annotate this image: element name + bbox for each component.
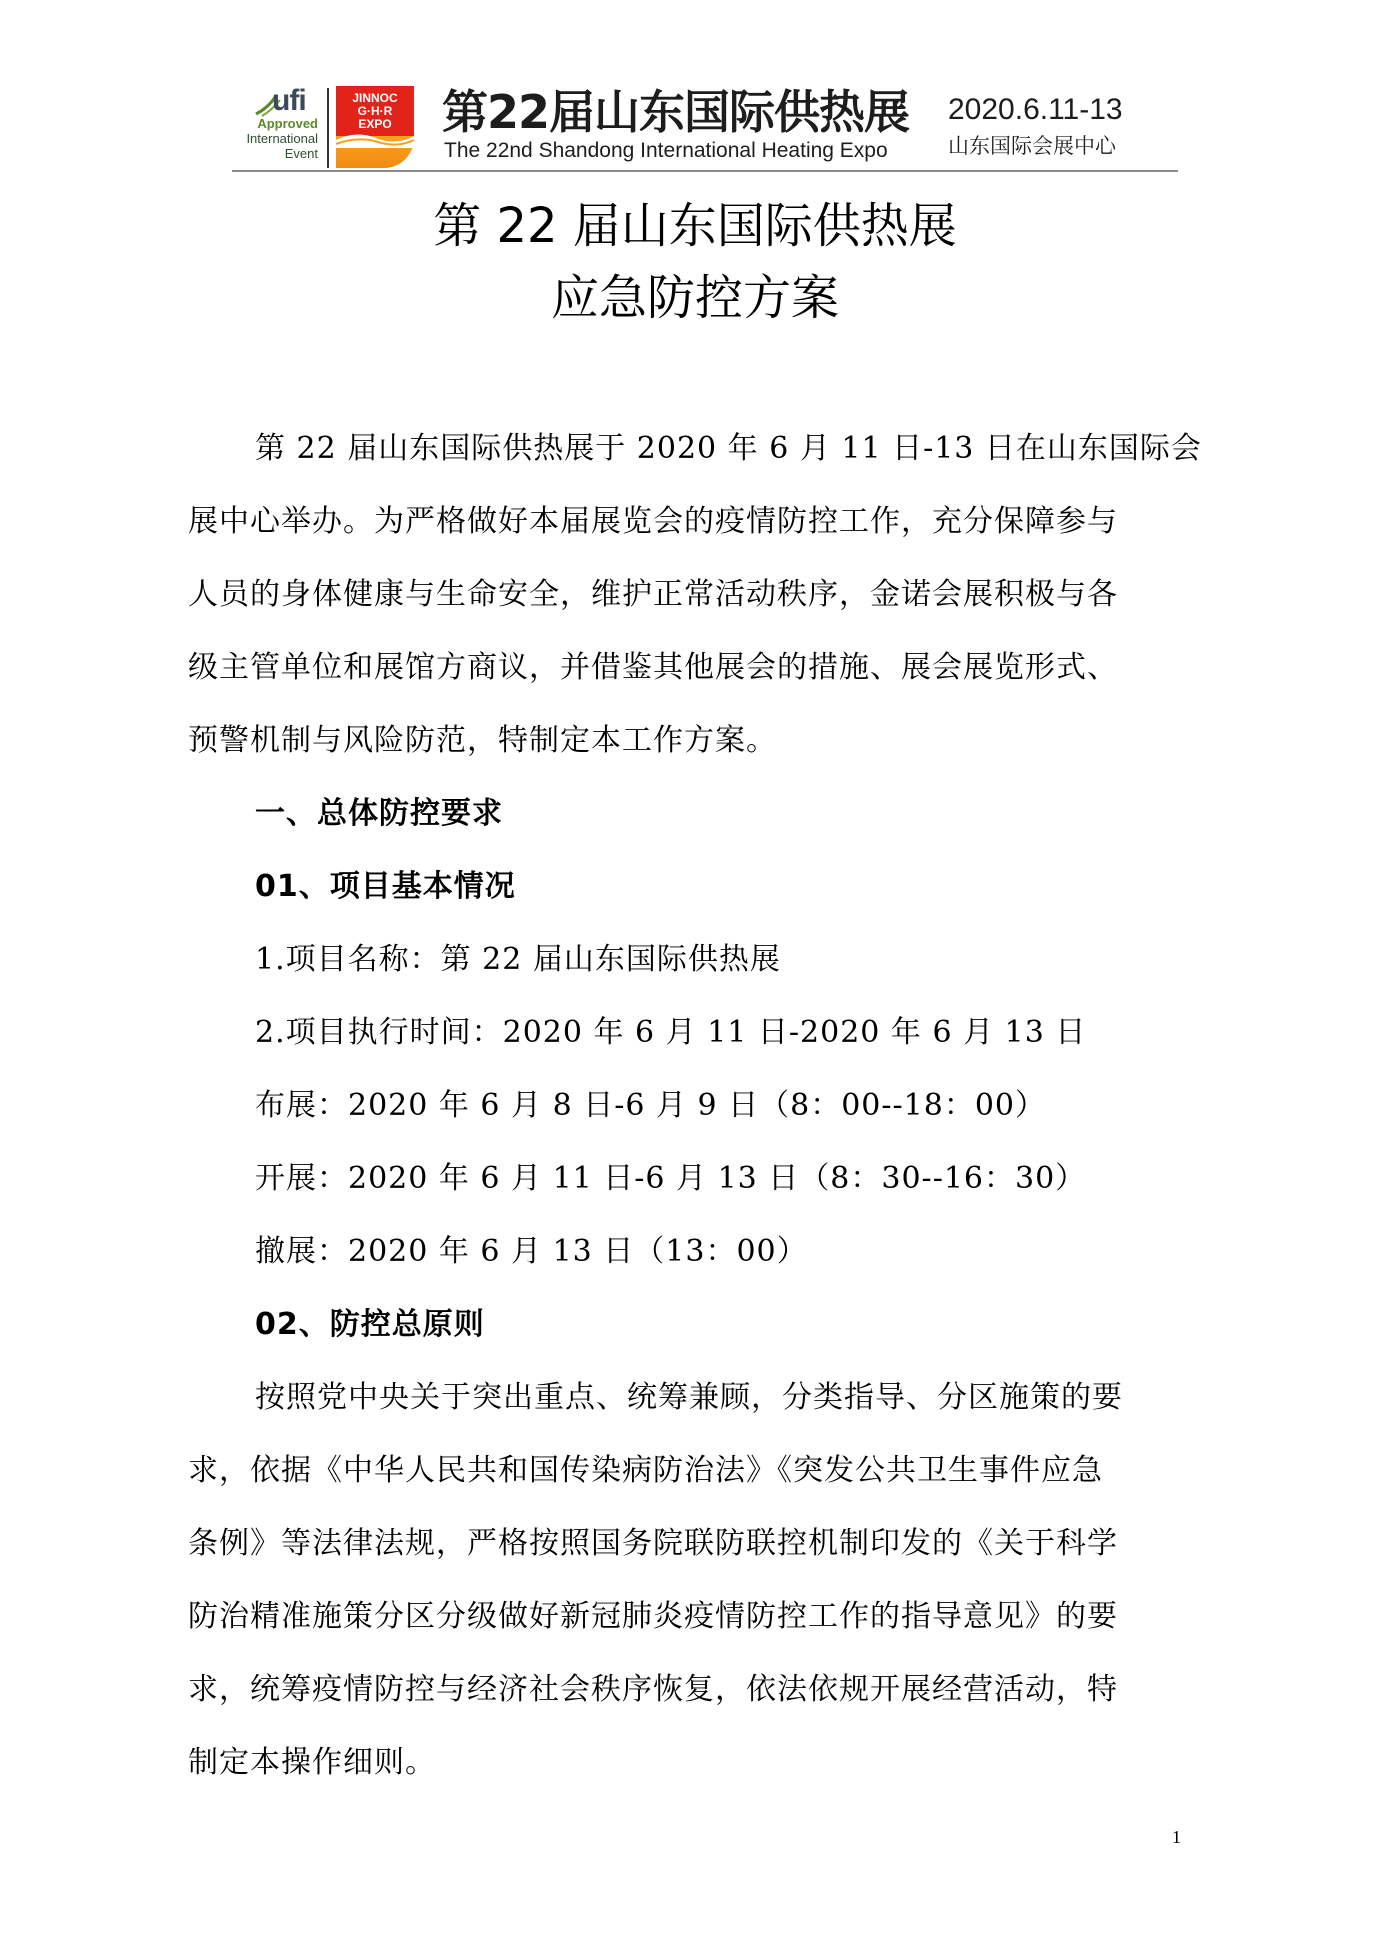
banner-date: 2020.6.11-13 bbox=[948, 93, 1123, 126]
principle-line: 按照党中央关于突出重点、统筹兼顾，分类指导、分区施策的要 bbox=[255, 1380, 1123, 1415]
setup-schedule: 布展：2020 年 6 月 8 日-6 月 9 日（8：00--18：00） bbox=[255, 1088, 1047, 1123]
banner-venue: 山东国际会展中心 bbox=[948, 134, 1116, 158]
ufi-approved-label: Approved International Event bbox=[246, 116, 318, 161]
project-time: 2.项目执行时间：2020 年 6 月 11 日-2020 年 6 月 13 日 bbox=[255, 1015, 1087, 1050]
doc-title-line-1: 第 22 届山东国际供热展 bbox=[433, 198, 957, 254]
intro-line: 级主管单位和展馆方商议，并借鉴其他展会的措施、展会展览形式、 bbox=[188, 650, 1118, 685]
ufi-logo bbox=[232, 82, 322, 168]
page-number: 1 bbox=[1172, 1827, 1181, 1847]
section-heading: 一、总体防控要求 bbox=[255, 796, 503, 831]
doc-title-line-2: 应急防控方案 bbox=[550, 270, 839, 326]
intro-line: 展中心举办。为严格做好本届展览会的疫情防控工作，充分保障参与 bbox=[188, 504, 1118, 539]
principle-line: 求，依据《中华人民共和国传染病防治法》《突发公共卫生事件应急 bbox=[188, 1453, 1103, 1488]
principle-line: 条例》等法律法规，严格按照国务院联防联控机制印发的《关于科学 bbox=[188, 1526, 1118, 1561]
header-rule bbox=[232, 170, 1178, 172]
intro-line: 人员的身体健康与生命安全，维护正常活动秩序，金诺会展积极与各 bbox=[188, 577, 1118, 612]
principle-line: 制定本操作细则。 bbox=[188, 1745, 436, 1780]
teardown-schedule: 撤展：2020 年 6 月 13 日（13：00） bbox=[255, 1234, 808, 1269]
intro-line: 预警机制与风险防范，特制定本工作方案。 bbox=[188, 723, 777, 758]
flame-wave-icon bbox=[336, 130, 414, 148]
banner-subtitle: The 22nd Shandong International Heating Expo bbox=[444, 139, 888, 162]
project-name: 1.项目名称：第 22 届山东国际供热展 bbox=[255, 942, 781, 977]
open-schedule: 开展：2020 年 6 月 11 日-6 月 13 日（8：30--16：30） bbox=[255, 1161, 1087, 1196]
subsection-heading: 01、项目基本情况 bbox=[255, 869, 516, 904]
expo-banner bbox=[232, 82, 1180, 172]
intro-line: 第 22 届山东国际供热展于 2020 年 6 月 11 日-13 日在山东国际会 bbox=[255, 431, 1202, 466]
subsection-heading: 02、防控总原则 bbox=[255, 1307, 485, 1342]
principle-line: 求，统筹疫情防控与经济社会秩序恢复，依法依规开展经营活动，特 bbox=[188, 1672, 1118, 1707]
ufi-logo-text: ufi bbox=[272, 84, 306, 117]
jinnoc-logo: JINNOC G·H·R EXPO bbox=[336, 86, 414, 168]
principle-line: 防治精准施策分区分级做好新冠肺炎疫情防控工作的指导意见》的要 bbox=[188, 1599, 1118, 1634]
banner-title: 第22届山东国际供热展 bbox=[442, 85, 910, 139]
logo-divider bbox=[327, 88, 329, 168]
